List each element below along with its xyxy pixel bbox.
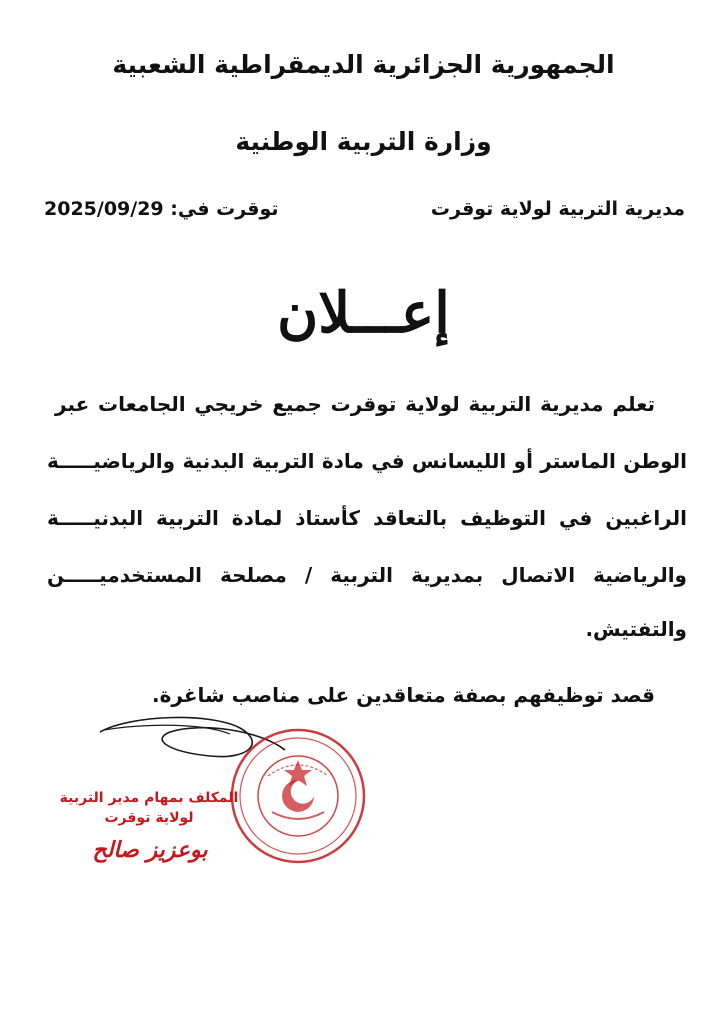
body-line: تعلم مديرية التربية لولاية توقرت جميع خريجي الجامعات عبر [55,392,655,416]
signatory-name: بوعزيز صالح [92,838,208,863]
date-line: توقرت في: 2025/09/29 [44,198,279,220]
body-line: الراغبين في التوظيف بالتعاقد كأستاذ لمادة التربية البدنيـــــة [47,506,687,530]
announcement-title: إعـــلان [277,280,450,346]
ministry-heading: وزارة التربية الوطنية [235,127,492,156]
directorate-label: مديرية التربية لولاية توقرت [430,198,685,220]
republic-heading: الجمهورية الجزائرية الديمقراطية الشعبية [112,50,615,79]
purpose-line: قصد توظيفهم بصفة متعاقدين على مناصب شاغرة. [151,683,655,707]
signatory-title: المكلف بمهام مدير التربية [59,790,239,806]
body-line: والرياضية الاتصال بمديرية التربية / مصلحة المستخدميـــــن [47,563,687,587]
official-seal-stamp [228,726,368,866]
body-line: الوطن الماستر أو الليسانس في مادة التربية البدنية والرياضيـــــة [47,449,687,473]
signatory-wilaya: لولاية توقرت [104,810,194,826]
body-line: والتفتيش. [585,617,687,641]
